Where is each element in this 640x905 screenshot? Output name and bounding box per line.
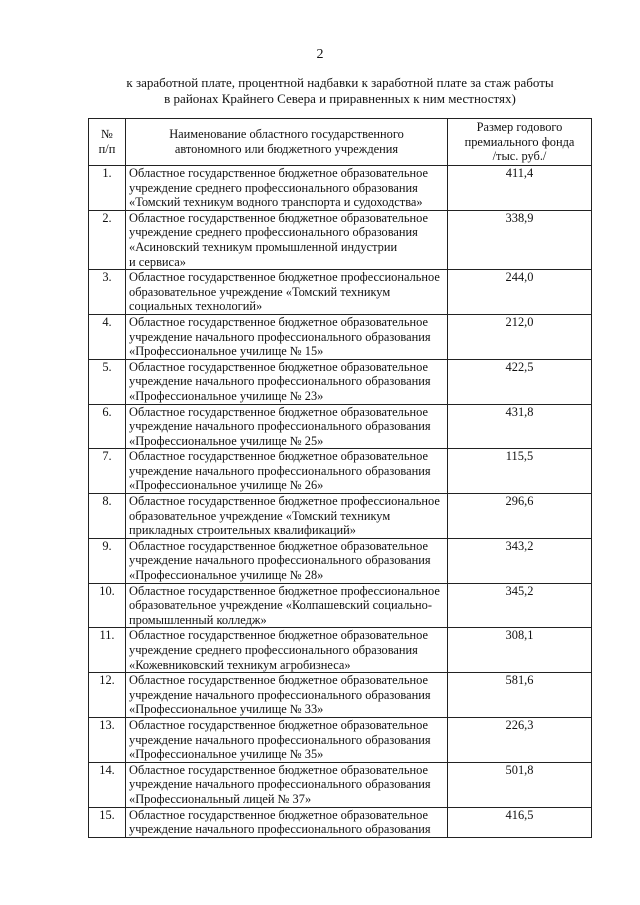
premium-fund-table <box>88 118 592 838</box>
institution-name-line: учреждение начального профессионального образования <box>129 463 431 478</box>
table-row <box>89 166 592 211</box>
premium-fund-value: 501,8 <box>448 762 592 807</box>
header-value-line: /тыс. руб./ <box>492 149 547 164</box>
row-number: 9. <box>89 538 126 583</box>
institution-name <box>126 210 448 269</box>
header-number <box>89 119 126 166</box>
table-row <box>89 583 592 628</box>
row-number: 4. <box>89 314 126 359</box>
institution-name-line: «Профессиональное училище № 23» <box>129 388 324 403</box>
institution-name-line: «Профессиональное училище № 15» <box>129 344 324 359</box>
institution-name-line: Областное государственное бюджетное образовательное <box>129 628 428 643</box>
premium-fund-value: 581,6 <box>448 673 592 718</box>
header-name-line: автономного или бюджетного учреждения <box>174 142 399 156</box>
header-institution-name <box>126 119 448 166</box>
row-number: 2. <box>89 210 126 269</box>
table-row <box>89 359 592 404</box>
institution-name-line: Областное государственное бюджетное образовательное <box>129 210 428 225</box>
heading-line-2: в районах Крайнего Севера и приравненных к ним местностях) <box>164 91 516 106</box>
page-number: 2 <box>316 47 324 62</box>
institution-name-line: учреждение начального профессионального образования <box>129 687 431 702</box>
institution-name-line: учреждение начального профессионального образования <box>129 329 431 344</box>
premium-fund-value: 244,0 <box>448 270 592 315</box>
premium-fund-value: 431,8 <box>448 404 592 449</box>
table-row <box>89 807 592 837</box>
institution-name-line: учреждение начального профессионального образования <box>129 419 431 434</box>
table-row <box>89 449 592 494</box>
institution-name <box>126 717 448 762</box>
header-value-line: Размер годового <box>476 120 563 135</box>
row-number: 5. <box>89 359 126 404</box>
institution-name-line: «Асиновский техникум промышленной индустрии <box>129 239 398 254</box>
institution-name-line: «Кожевниковский техникум агробизнеса» <box>129 657 351 672</box>
institution-name-line: Областное государственное бюджетное образовательное <box>129 166 428 180</box>
institution-name-line: образовательное учреждение «Колпашевский социально- <box>129 598 432 613</box>
institution-name-line: Областное государственное бюджетное образовательное <box>129 717 428 732</box>
row-number: 3. <box>89 270 126 315</box>
institution-name <box>126 673 448 718</box>
row-number: 11. <box>89 628 126 673</box>
premium-fund-value: 422,5 <box>448 359 592 404</box>
table-row <box>89 270 592 315</box>
table-row <box>89 210 592 269</box>
table-row <box>89 717 592 762</box>
institution-name-line: Областное государственное бюджетное профессиональное <box>129 270 440 285</box>
institution-name-line: и сервиса» <box>129 254 186 269</box>
institution-name-line: «Профессиональное училище № 35» <box>129 747 324 762</box>
institution-name-line: Областное государственное бюджетное образовательное <box>129 762 428 777</box>
institution-name-line: Областное государственное бюджетное профессиональное <box>129 583 440 598</box>
header-value-line: премиального фонда <box>464 134 575 149</box>
institution-name-line: учреждение среднего профессионального образования <box>129 180 418 195</box>
header-number-line: п/п <box>98 142 116 156</box>
institution-name-line: Областное государственное бюджетное образовательное <box>129 807 428 822</box>
row-number: 13. <box>89 717 126 762</box>
institution-name <box>126 314 448 359</box>
institution-name-line: «Томский техникум водного транспорта и судоходства» <box>129 195 423 210</box>
table-row <box>89 314 592 359</box>
premium-fund-value: 416,5 <box>448 807 592 837</box>
institution-name-line: «Профессиональное училище № 26» <box>129 478 324 493</box>
institution-name-line: учреждение начального профессионального образования <box>129 822 431 837</box>
premium-fund-value: 212,0 <box>448 314 592 359</box>
institution-name <box>126 628 448 673</box>
institution-name-line: социальных технологий» <box>129 299 263 314</box>
institution-name-line: учреждение начального профессионального образования <box>129 374 431 389</box>
table-body <box>89 166 592 838</box>
institution-name-line: учреждение начального профессионального образования <box>129 732 431 747</box>
header-fund-size <box>448 119 592 166</box>
row-number: 15. <box>89 807 126 837</box>
institution-name-line: учреждение начального профессионального образования <box>129 777 431 792</box>
table-row <box>89 404 592 449</box>
institution-name <box>126 494 448 539</box>
row-number: 10. <box>89 583 126 628</box>
document-heading <box>80 75 600 107</box>
table-row <box>89 628 592 673</box>
institution-name <box>126 449 448 494</box>
table-row <box>89 762 592 807</box>
institution-name <box>126 270 448 315</box>
institution-name-line: «Профессиональное училище № 25» <box>129 433 324 448</box>
heading-line-1: к заработной плате, процентной надбавки к заработной плате за стаж работы <box>126 75 554 90</box>
premium-fund-value: 296,6 <box>448 494 592 539</box>
institution-name-line: Областное государственное бюджетное образовательное <box>129 449 428 464</box>
row-number: 12. <box>89 673 126 718</box>
institution-name-line: образовательное учреждение «Томский техникум <box>129 284 391 299</box>
institution-name-line: промышленный колледж» <box>129 612 267 627</box>
premium-fund-value: 115,5 <box>448 449 592 494</box>
row-number: 6. <box>89 404 126 449</box>
institution-name-line: Областное государственное бюджетное образовательное <box>129 404 428 419</box>
institution-name-line: Областное государственное бюджетное образовательное <box>129 314 428 329</box>
institution-name-line: учреждение среднего профессионального образования <box>129 225 418 240</box>
institution-name <box>126 583 448 628</box>
table-header-row <box>89 119 592 166</box>
institution-name-line: Областное государственное бюджетное образовательное <box>129 538 428 553</box>
institution-name <box>126 359 448 404</box>
institution-name-line: «Профессиональный лицей № 37» <box>129 791 312 806</box>
row-number: 7. <box>89 449 126 494</box>
premium-fund-value: 226,3 <box>448 717 592 762</box>
institution-name-line: «Профессиональное училище № 33» <box>129 702 324 717</box>
row-number: 14. <box>89 762 126 807</box>
header-name-line: Наименование областного государственного <box>169 127 404 142</box>
table-row <box>89 673 592 718</box>
premium-fund-value: 345,2 <box>448 583 592 628</box>
row-number: 1. <box>89 166 126 211</box>
table-row <box>89 538 592 583</box>
institution-name-line: Областное государственное бюджетное образовательное <box>129 673 428 688</box>
institution-name <box>126 538 448 583</box>
premium-fund-value: 343,2 <box>448 538 592 583</box>
institution-name-line: «Профессиональное училище № 28» <box>129 568 324 583</box>
institution-name-line: Областное государственное бюджетное профессиональное <box>129 494 440 509</box>
institution-name <box>126 404 448 449</box>
institution-name-line: Областное государственное бюджетное образовательное <box>129 359 428 374</box>
premium-fund-value: 338,9 <box>448 210 592 269</box>
institution-name-line: образовательное учреждение «Томский техникум <box>129 508 391 523</box>
institution-name-line: прикладных строительных квалификаций» <box>129 523 357 538</box>
premium-fund-value: 411,4 <box>448 166 592 211</box>
row-number: 8. <box>89 494 126 539</box>
table-row <box>89 494 592 539</box>
institution-name <box>126 807 448 837</box>
institution-name-line: учреждение среднего профессионального образования <box>129 643 418 657</box>
premium-fund-value: 308,1 <box>448 628 592 673</box>
institution-name-line: учреждение начального профессионального образования <box>129 553 431 568</box>
header-number-line: № <box>101 127 113 142</box>
institution-name <box>126 762 448 807</box>
institution-name <box>126 166 448 211</box>
